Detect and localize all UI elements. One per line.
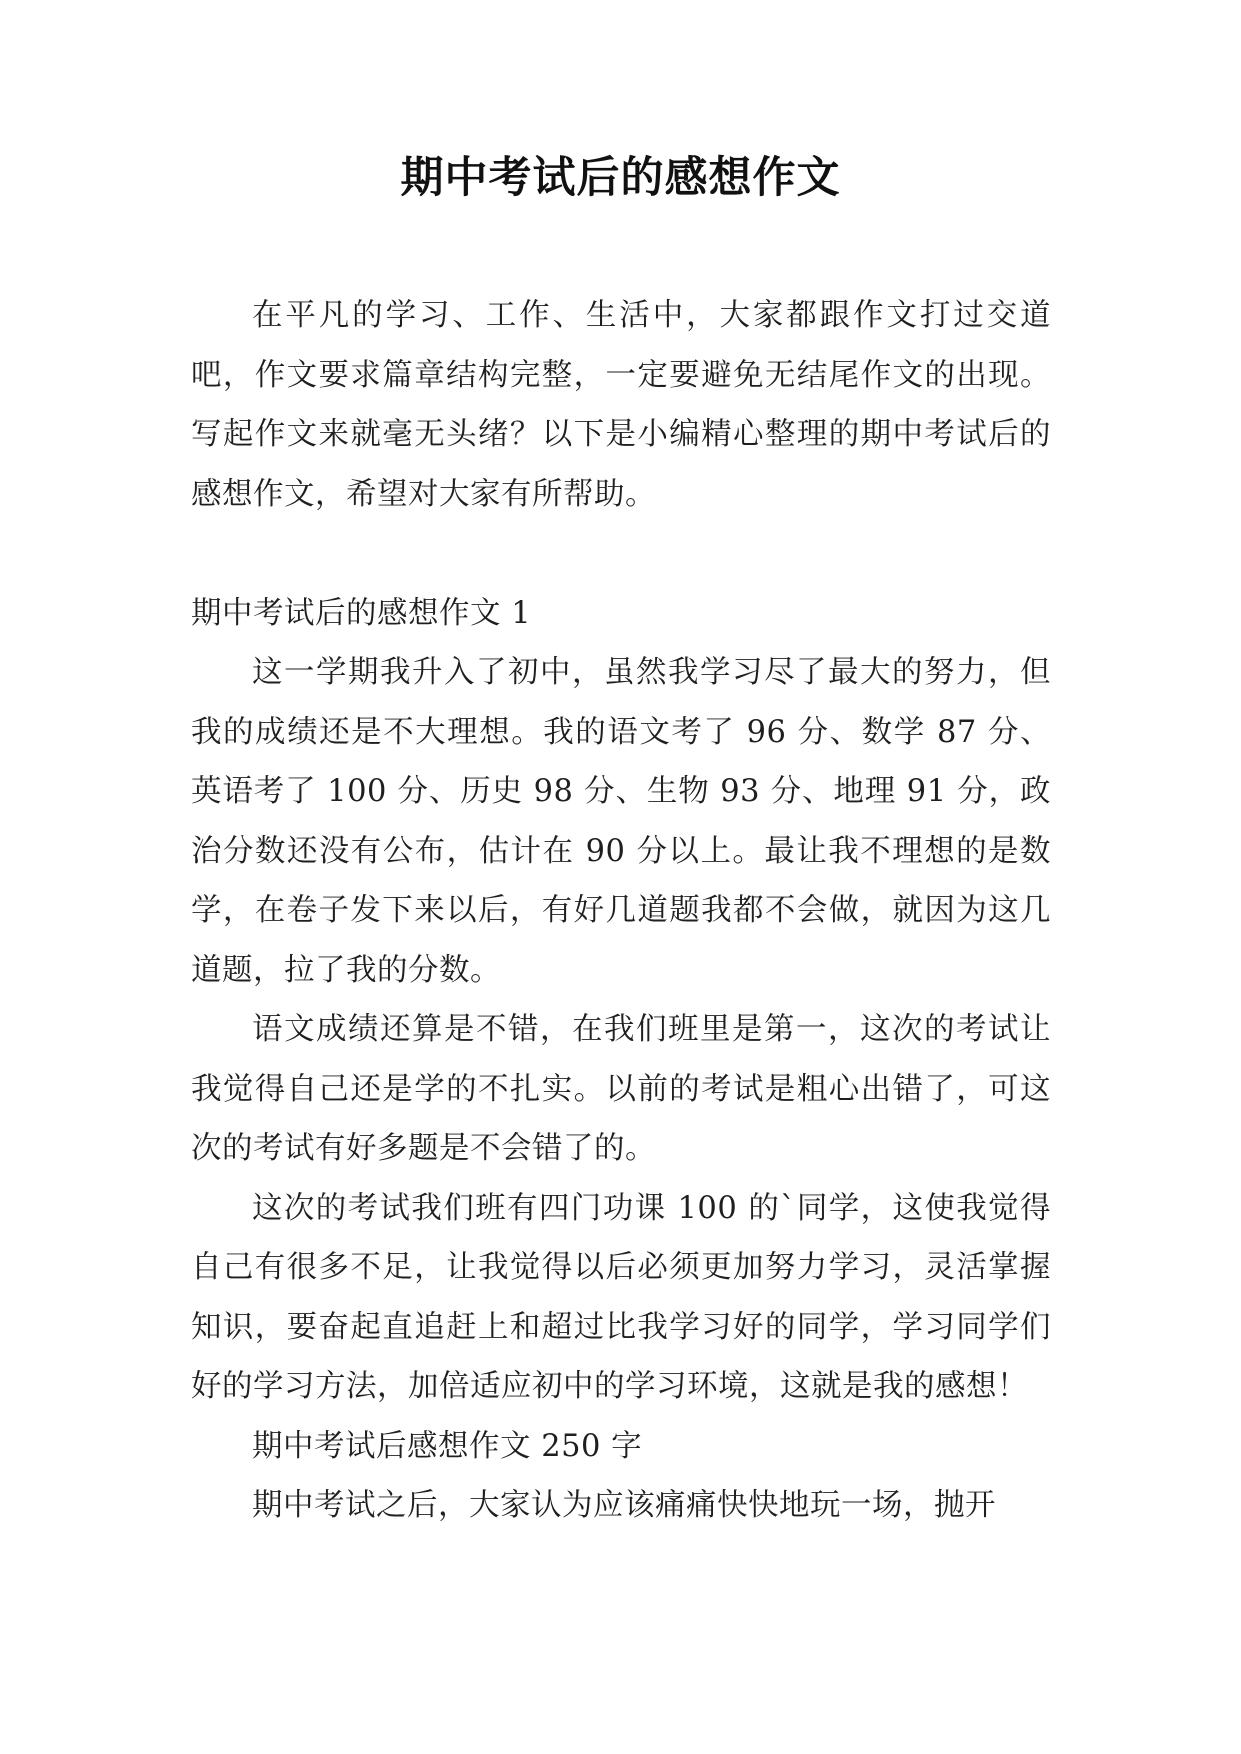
intro-paragraph: 在平凡的学习、工作、生活中，大家都跟作文打过交道吧，作文要求篇章结构完整，一定要避免无结尾作文的出现。写起作文来就毫无头绪？以下是小编精心整理的期中考试后的感想作文，希望对大家有所帮助。 (191, 298, 1051, 512)
body-paragraph-2: 语文成绩还算是不错，在我们班里是第一，这次的考试让我觉得自己还是学的不扎实。以前的考试是粗心出错了，可这次的考试有好多题是不会错了的。 (191, 1012, 1051, 1166)
section-heading-2: 期中考试后感想作文 250 字 (252, 1428, 643, 1464)
document-body (191, 286, 1051, 1536)
body-paragraph-1: 这一学期我升入了初中，虽然我学习尽了最大的努力，但我的成绩还是不大理想。我的语文考了 96 分、数学 87 分、英语考了 100 分、历史 98 分、生物 93 分、地理 91 分，政治分数还没有公布，估计在 90 分以上。最让我不理想的是数学，在卷子发下来以后，有好几道题我都不会做，就因为这几道题，拉了我的分数。 (191, 655, 1051, 988)
body-paragraph-3: 这次的考试我们班有四门功课 100 的`同学，这使我觉得自己有很多不足，让我觉得以后必须更加努力学习，灵活掌握知识，要奋起直追赶上和超过比我学习好的同学，学习同学们好的学习方法，加倍适应初中的学习环境，这就是我的感想！ (191, 1190, 1051, 1404)
paragraph-spacer (191, 524, 1051, 584)
body-paragraph-4: 期中考试之后，大家认为应该痛痛快快地玩一场，抛开 (252, 1488, 996, 1523)
document-title: 期中考试后的感想作文 (400, 153, 841, 203)
section-heading-1: 期中考试后的感想作文 1 (191, 595, 532, 631)
